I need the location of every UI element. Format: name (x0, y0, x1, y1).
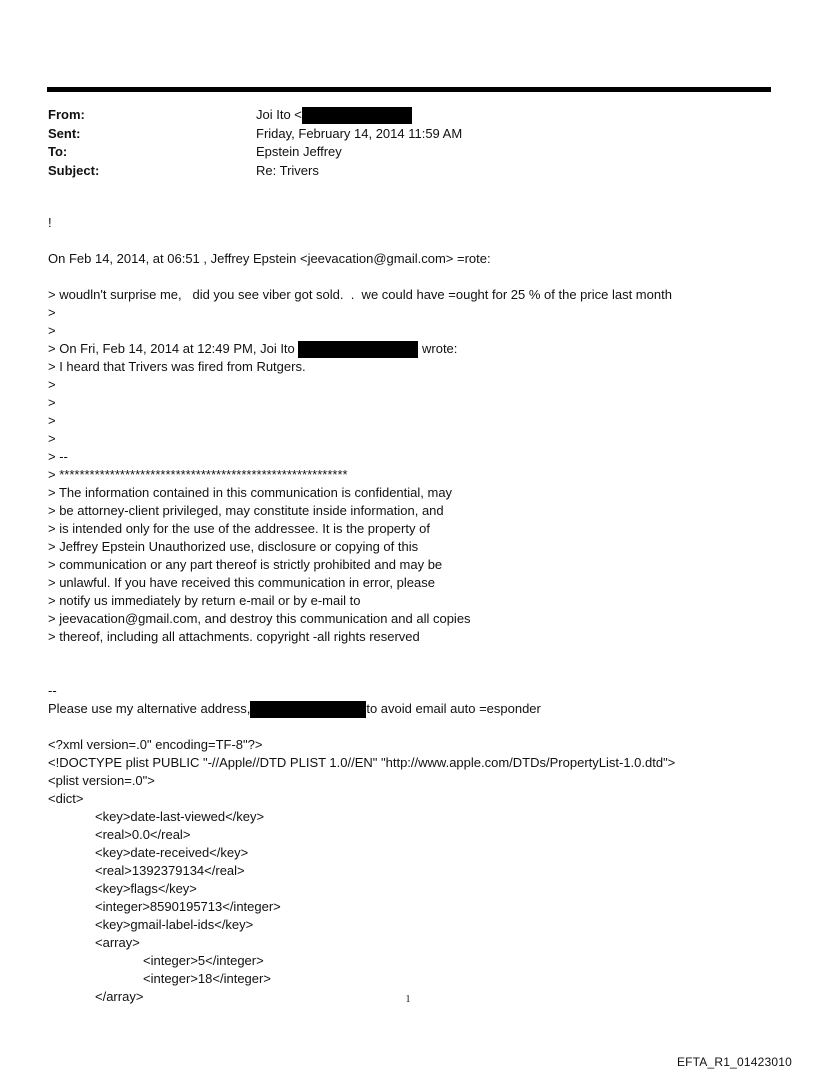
confidentiality-line: > is intended only for the use of the addressee. It is the property of (48, 521, 430, 536)
xml-line: <!DOCTYPE plist PUBLIC "-//Apple//DTD PLIST 1.0//EN" "http://www.apple.com/DTDs/PropertyList-1.0.dtd"> (48, 755, 676, 770)
confidentiality-line: > be attorney-client privileged, may constitute inside information, and (48, 503, 444, 518)
confidentiality-line: > notify us immediately by return e-mail or by e-mail to (48, 593, 361, 608)
subject-label: Subject: (48, 162, 100, 178)
xml-line: <real>1392379134</real> (95, 863, 245, 878)
to-row (48, 143, 462, 162)
xml-line: <?xml version=.0" encoding=TF-8"?> (48, 737, 263, 752)
quoted-line: > (48, 395, 56, 410)
xml-line: <real>0.0</real> (95, 827, 191, 842)
xml-line: <integer>8590195713</integer> (95, 899, 281, 914)
body-line: On Feb 14, 2014, at 06:51 , Jeffrey Epstein <jeevacation@gmail.com> =rote: (48, 251, 491, 266)
quoted-line (48, 340, 788, 358)
xml-line: <key>date-received</key> (95, 845, 249, 860)
quoted-line: > (48, 323, 56, 338)
subject-value: Re: Trivers (256, 162, 319, 178)
page-number: 1 (405, 994, 411, 1005)
confidentiality-line: > The information contained in this communication is confidential, may (48, 485, 453, 500)
blank-line (48, 664, 788, 682)
blank-line (48, 646, 788, 664)
sent-label: Sent: (48, 125, 81, 141)
confidentiality-line: > jeevacation@gmail.com, and destroy this communication and all copies (48, 611, 471, 626)
confidentiality-line: > unlawful. If you have received this communication in error, please (48, 575, 435, 590)
to-value: Epstein Jeffrey (256, 144, 342, 159)
blank-line (48, 232, 788, 250)
quoted-line: > (48, 431, 56, 446)
xml-line: <plist version=.0"> (48, 773, 155, 788)
xml-line: <key>date-last-viewed</key> (95, 809, 265, 824)
quoted-line: > woudln't surprise me, did you see viber got sold. . we could have =ought for 25 % of the price last month (48, 287, 672, 302)
redaction-box (298, 341, 418, 358)
xml-line: <dict> (48, 791, 84, 806)
confidentiality-line: > thereof, including all attachments. copyright -all rights reserved (48, 629, 420, 644)
xml-line: <key>flags</key> (95, 881, 197, 896)
signature-line (48, 700, 788, 718)
xml-line: </array> (95, 989, 144, 1004)
xml-line: <key>gmail-label-ids</key> (95, 917, 254, 932)
confidentiality-line: > Jeffrey Epstein Unauthorized use, disclosure or copying of this (48, 539, 419, 554)
from-value (256, 106, 412, 125)
from-row (48, 106, 462, 125)
xml-line: <array> (95, 935, 140, 950)
quoted-text: wrote: (418, 341, 458, 356)
document-id: EFTA_R1_01423010 (676, 1055, 792, 1069)
signature-separator: -- (48, 683, 57, 698)
xml-line: <integer>18</integer> (143, 971, 271, 986)
body-line: ! (48, 215, 52, 230)
from-label: From: (48, 107, 85, 122)
blank-line (48, 718, 788, 736)
sent-row (48, 125, 462, 144)
redaction-box (250, 701, 366, 718)
sent-value: Friday, February 14, 2014 11:59 AM (256, 125, 463, 141)
quoted-line: > ********************************************************* (48, 467, 348, 482)
quoted-line: > I heard that Trivers was fired from Rutgers. (48, 359, 306, 374)
quoted-line: > (48, 413, 56, 428)
signature-text: Please use my alternative address, (48, 701, 251, 716)
email-body (48, 214, 788, 1006)
quoted-line: > (48, 377, 56, 392)
confidentiality-line: > communication or any part thereof is strictly prohibited and may be (48, 557, 443, 572)
top-rule (47, 87, 771, 92)
email-header (48, 106, 462, 180)
to-label: To: (48, 144, 68, 159)
quoted-text: > On Fri, Feb 14, 2014 at 12:49 PM, Joi Ito (48, 341, 299, 356)
signature-text: to avoid email auto =esponder (366, 701, 541, 716)
blank-line (48, 268, 788, 286)
from-text: Joi Ito < (256, 107, 302, 122)
redaction-box (302, 107, 412, 124)
xml-line: <integer>5</integer> (143, 953, 264, 968)
quoted-line: > -- (48, 449, 68, 464)
quoted-line: > (48, 305, 56, 320)
subject-row (48, 162, 462, 181)
